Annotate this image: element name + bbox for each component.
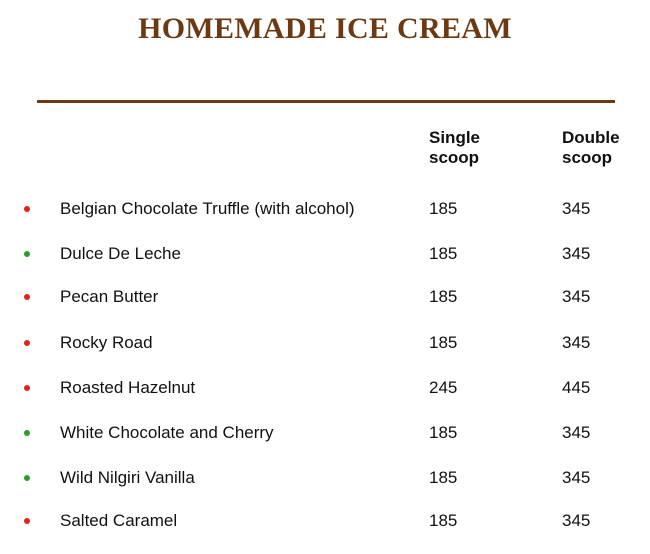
- bullet-dot-icon: [24, 294, 30, 300]
- menu-item-row: [0, 285, 650, 309]
- bullet-dot-icon: [24, 475, 30, 481]
- menu-title: HOMEMADE ICE CREAM: [138, 12, 512, 45]
- bullet-dot-icon: [24, 340, 30, 346]
- menu-item-double-price: 445: [562, 378, 591, 397]
- menu-item-name: White Chocolate and Cherry: [60, 423, 274, 442]
- menu-item-name: Pecan Butter: [60, 287, 159, 306]
- menu-item-double-price: 345: [562, 244, 591, 263]
- column-header-double-line1: Double: [562, 128, 620, 147]
- column-header-single-line2: scoop: [429, 148, 480, 167]
- menu-item-row: [0, 421, 650, 445]
- menu-item-row: [0, 376, 650, 400]
- menu-item-row: [0, 509, 650, 533]
- bullet-dot-icon: [24, 430, 30, 436]
- menu-item-name: Rocky Road: [60, 333, 153, 352]
- menu-item-single-price: 185: [429, 199, 458, 218]
- menu-item-name: Dulce De Leche: [60, 244, 181, 263]
- menu-item-double-price: 345: [562, 423, 591, 442]
- column-header-single-line1: Single: [429, 128, 481, 147]
- menu-item-row: [0, 242, 650, 266]
- menu-item-double-price: 345: [562, 511, 591, 530]
- bullet-dot-icon: [24, 251, 30, 257]
- bullet-dot-icon: [24, 206, 30, 212]
- bullet-dot-icon: [24, 518, 30, 524]
- menu-item-double-price: 345: [562, 333, 591, 352]
- menu-item-single-price: 185: [429, 468, 458, 487]
- menu-item-single-price: 245: [429, 378, 458, 397]
- menu-item-row: [0, 197, 650, 221]
- column-header-double-line2: scoop: [562, 148, 613, 167]
- menu-item-name: Roasted Hazelnut: [60, 378, 196, 397]
- menu-item-single-price: 185: [429, 244, 458, 263]
- menu-item-double-price: 345: [562, 199, 591, 218]
- bullet-dot-icon: [24, 385, 30, 391]
- menu-item-double-price: 345: [562, 468, 591, 487]
- menu-item-name: Salted Caramel: [60, 511, 178, 530]
- menu-item-single-price: 185: [429, 287, 458, 306]
- menu-item-single-price: 185: [429, 333, 458, 352]
- menu-item-name: Wild Nilgiri Vanilla: [60, 468, 195, 487]
- menu-item-row: [0, 331, 650, 355]
- menu-item-double-price: 345: [562, 287, 591, 306]
- menu-item-name: Belgian Chocolate Truffle (with alcohol): [60, 199, 355, 218]
- menu-item-row: [0, 466, 650, 490]
- menu-item-single-price: 185: [429, 423, 458, 442]
- menu-item-single-price: 185: [429, 511, 458, 530]
